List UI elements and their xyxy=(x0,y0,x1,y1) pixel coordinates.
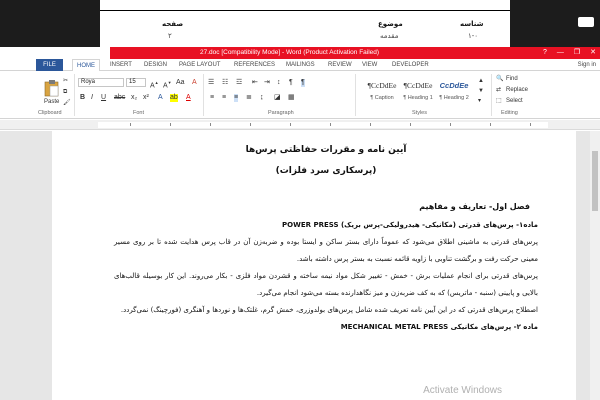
bg-value-col-b: مقدمه xyxy=(380,32,399,40)
paste-icon[interactable] xyxy=(44,79,60,97)
font-size-box[interactable]: 15 xyxy=(126,78,146,87)
scroll-thumb[interactable] xyxy=(592,151,598,211)
replace-icon[interactable]: ⇄ xyxy=(496,87,502,93)
style-heading-2-sample: CcDdEe xyxy=(439,81,469,90)
ruler xyxy=(0,120,600,130)
help-icon[interactable]: ? xyxy=(542,49,547,56)
background-page xyxy=(100,0,510,47)
ribbon-tabs xyxy=(0,59,600,71)
ruler-band xyxy=(98,122,548,128)
bullets-icon[interactable]: ☰ xyxy=(208,79,215,86)
left-margin xyxy=(0,131,52,400)
restore-icon[interactable]: ❐ xyxy=(573,49,581,56)
bg-header-col-a: شناسه xyxy=(460,20,484,28)
select-button[interactable]: Select xyxy=(506,98,523,104)
strikethrough-icon[interactable]: abc xyxy=(114,94,126,101)
background-document xyxy=(0,0,600,47)
justify-icon[interactable]: ≣ xyxy=(246,94,252,101)
tab-insert[interactable]: INSERT xyxy=(110,62,132,68)
paragraph-3: اصطلاح پرس‌های قدرتی که در این آیین نامه تعریف شده شامل پرس‌های بولدوزری، خمش گرم، غلتک‌ها و نوردها و آهنگری (فورچینگ) نمی‌گردد. xyxy=(120,306,538,314)
underline-icon[interactable]: U xyxy=(101,94,107,101)
replace-button[interactable]: Replace xyxy=(506,87,529,93)
align-right-icon[interactable]: ≡ xyxy=(234,94,239,101)
styles-scroll-up-icon[interactable]: ▲ xyxy=(478,78,484,84)
bg-header-col-b: موضوع xyxy=(378,20,403,28)
multilevel-icon[interactable]: ☲ xyxy=(236,79,243,86)
shading-icon[interactable]: ◪ xyxy=(274,94,281,101)
style-heading-2[interactable] xyxy=(433,75,475,107)
paragraph-1: پرس‌های قدرتی به ماشینی اطلاق می‌شود که عموماً دارای بستر ساکن و ایستا بوده و ضربه‌زن آن در قاب پرس هدایت شده تا بر روی مسیر معینی حرکت رفت و برگشت تناوبی با زاویه قائمه نسبت به بستر پرس داشته باشد. xyxy=(114,238,538,263)
bg-header-col-c: صفحه xyxy=(162,20,184,28)
style-heading-1-sample: ¶CcDdEe xyxy=(403,81,433,90)
document-body[interactable] xyxy=(114,139,538,336)
grow-font-icon[interactable]: A▲ xyxy=(150,80,159,90)
style-caption-sample: ¶CcDdEe xyxy=(367,81,397,90)
editing-label: Editing xyxy=(501,110,518,116)
window-controls xyxy=(543,47,596,59)
tab-developer[interactable]: DEVELOPER xyxy=(392,62,429,68)
style-heading-1-name: ¶ Heading 1 xyxy=(403,95,433,101)
title-bar xyxy=(110,47,600,59)
ltr-icon[interactable]: ¶ xyxy=(289,79,293,86)
shrink-font-icon[interactable]: A▼ xyxy=(163,80,172,90)
change-case-icon[interactable]: Aa xyxy=(176,79,185,86)
close-icon[interactable]: ✕ xyxy=(590,49,596,56)
tab-mailings[interactable]: MAILINGS xyxy=(286,62,315,68)
window-title: 27.doc [Compatibility Mode] - Word (Product Activation Failed) xyxy=(200,49,380,56)
tab-review[interactable]: REVIEW xyxy=(328,62,352,68)
increase-indent-icon[interactable]: ⇥ xyxy=(264,79,270,86)
numbering-icon[interactable]: ☷ xyxy=(222,79,229,86)
minimize-icon[interactable]: — xyxy=(556,49,564,56)
paragraph-2: پرس‌های قدرتی برای انجام عملیات برش - خمش - تغییر شکل مواد نیمه ساخته و قشردن مواد فلزی - بکار می‌روند. این کار بوسیله قالب‌های بالایی و پایینی (سنبه - ماتریس) که به کف ضربه‌زن و میز نگاهدارنده بسته می‌شود انجام می‌گیرد. xyxy=(114,272,538,297)
clear-formatting-icon[interactable]: A xyxy=(192,79,197,86)
tab-design[interactable]: DESIGN xyxy=(144,62,168,68)
tab-file[interactable]: FILE xyxy=(36,59,63,71)
find-button[interactable]: Find xyxy=(506,76,518,82)
document-title: آیین نامه و مقررات حفاظتی پرس‌ها xyxy=(245,145,407,155)
document-subtitle: (پرسکاری سرد فلزات) xyxy=(275,166,377,176)
format-painter-icon[interactable]: 🖌 xyxy=(63,100,71,106)
font-label: Font xyxy=(133,110,145,116)
background-dark-right xyxy=(510,0,600,47)
subscript-icon[interactable]: x₂ xyxy=(131,94,138,101)
tab-page-layout[interactable]: PAGE LAYOUT xyxy=(179,62,221,68)
select-icon[interactable]: ⬚ xyxy=(496,98,502,104)
tab-view[interactable]: VIEW xyxy=(362,62,378,68)
line-spacing-icon[interactable]: ↨ xyxy=(260,94,264,101)
activate-windows-watermark: Activate Windows xyxy=(423,385,502,396)
article-1-heading: ماده۱- پرس‌های قدرتی (مکانیکی- هیدرولیکی-پرس بریک) POWER PRESS xyxy=(282,221,538,229)
rtl-icon[interactable]: ¶ xyxy=(301,79,305,86)
document-page[interactable] xyxy=(52,131,576,400)
paragraph-label: Paragraph xyxy=(268,110,294,116)
highlight-icon[interactable]: ab xyxy=(170,94,178,101)
styles-more-icon[interactable]: ▾ xyxy=(478,98,482,104)
article-2-heading: ماده ۲- پرس‌های مکانیکی MECHANICAL METAL PRESS xyxy=(340,323,538,331)
bg-value-col-a: ۱-۰ xyxy=(468,32,479,40)
styles-label: Styles xyxy=(412,110,427,116)
chapter-heading: فصل اول- تعاریف و مفاهیم xyxy=(419,202,530,211)
sign-in-link[interactable]: Sign in xyxy=(577,62,596,68)
clipboard-label: Clipboard xyxy=(38,110,62,116)
decrease-indent-icon[interactable]: ⇤ xyxy=(252,79,258,86)
paste-button[interactable]: Paste xyxy=(44,99,60,105)
align-left-icon[interactable]: ≡ xyxy=(210,94,215,101)
style-caption-name: ¶ Caption xyxy=(370,95,394,101)
vertical-scrollbar[interactable] xyxy=(590,131,600,400)
background-dark-left xyxy=(0,0,100,47)
cut-icon[interactable]: ✂ xyxy=(63,78,69,84)
table-rule xyxy=(100,10,510,11)
font-color-icon[interactable]: A xyxy=(186,94,191,101)
copy-icon[interactable]: ⧉ xyxy=(63,89,68,95)
italic-icon[interactable]: I xyxy=(91,94,93,101)
superscript-icon[interactable]: x² xyxy=(143,94,149,101)
text-effects-icon[interactable]: A xyxy=(158,94,163,101)
tab-home[interactable]: HOME xyxy=(72,59,100,72)
document-area xyxy=(0,131,600,400)
styles-scroll-down-icon[interactable]: ▼ xyxy=(478,88,484,94)
style-heading-2-name: ¶ Heading 2 xyxy=(439,95,469,101)
align-center-icon[interactable]: ≡ xyxy=(222,94,227,101)
sort-icon[interactable]: ↕ xyxy=(277,79,281,86)
ribbon-home xyxy=(0,71,600,119)
borders-icon[interactable]: ▦ xyxy=(288,94,295,101)
tab-references[interactable]: REFERENCES xyxy=(234,62,276,68)
font-name-box[interactable]: Roya xyxy=(78,78,124,87)
bold-icon[interactable]: B xyxy=(80,94,86,101)
bg-value-col-c: ۲ xyxy=(168,32,172,40)
find-icon[interactable]: 🔍 xyxy=(496,76,504,82)
